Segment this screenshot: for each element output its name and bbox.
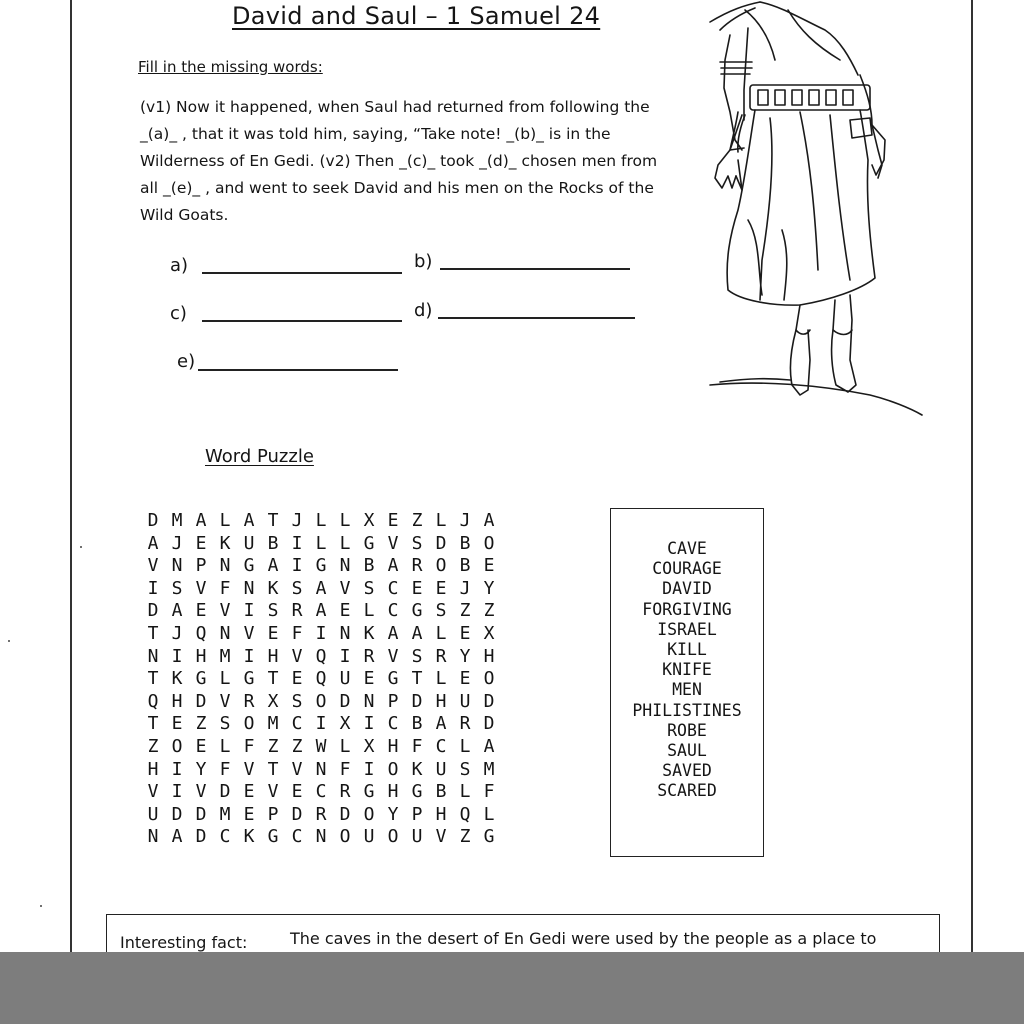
word-list-item: SCARED	[657, 781, 717, 801]
grid-letter[interactable]: H	[387, 781, 399, 803]
grid-letter[interactable]: R	[435, 645, 447, 667]
grid-letter[interactable]: E	[291, 781, 303, 803]
grid-letter[interactable]: M	[267, 713, 279, 735]
grid-letter[interactable]: A	[411, 622, 423, 644]
grid-letter[interactable]: E	[243, 803, 255, 825]
grid-letter[interactable]: E	[195, 532, 207, 554]
word-list-item: CAVE	[667, 539, 707, 558]
page-border-right	[971, 0, 973, 952]
grid-letter[interactable]: G	[243, 555, 255, 577]
scan-speck	[80, 546, 82, 548]
grid-letter[interactable]: P	[387, 690, 399, 712]
grid-letter[interactable]: N	[363, 690, 375, 712]
bottom-overlay-bar	[0, 952, 1024, 1024]
grid-letter[interactable]: R	[339, 781, 351, 803]
grid-letter[interactable]: X	[483, 622, 495, 644]
grid-letter[interactable]: L	[315, 532, 327, 554]
grid-letter[interactable]: O	[483, 668, 495, 690]
grid-letter[interactable]: C	[291, 826, 303, 848]
grid-letter[interactable]: O	[387, 758, 399, 780]
grid-letter[interactable]: M	[171, 510, 183, 531]
answer-label-d: d)	[414, 300, 433, 321]
grid-letter[interactable]: A	[483, 510, 495, 531]
grid-letter[interactable]: V	[219, 600, 231, 622]
grid-letter[interactable]: O	[435, 555, 447, 577]
grid-letter[interactable]: H	[171, 690, 183, 712]
grid-letter[interactable]: Z	[267, 735, 279, 757]
grid-letter[interactable]: L	[459, 735, 471, 757]
grid-letter[interactable]: N	[147, 645, 159, 667]
scan-speck	[40, 905, 42, 907]
grid-letter[interactable]: D	[171, 803, 183, 825]
grid-letter[interactable]: S	[171, 577, 183, 599]
grid-letter[interactable]: M	[219, 803, 231, 825]
grid-letter[interactable]: L	[219, 668, 231, 690]
fact-text: The caves in the desert of En Gedi were used by the people as a place to	[290, 929, 877, 948]
grid-letter[interactable]: A	[315, 600, 327, 622]
grid-letter[interactable]: S	[411, 532, 423, 554]
grid-letter[interactable]: R	[315, 803, 327, 825]
grid-letter[interactable]: G	[243, 668, 255, 690]
grid-letter[interactable]: I	[147, 577, 159, 599]
answer-blank-b[interactable]	[440, 268, 630, 270]
grid-letter[interactable]: T	[147, 713, 159, 735]
grid-letter[interactable]: D	[291, 803, 303, 825]
grid-letter[interactable]: L	[219, 510, 231, 531]
grid-letter[interactable]: V	[387, 645, 399, 667]
word-list-item: ISRAEL	[657, 619, 717, 639]
grid-letter[interactable]: N	[339, 622, 351, 644]
grid-letter[interactable]: B	[267, 532, 279, 554]
grid-letter[interactable]: B	[459, 532, 471, 554]
grid-letter[interactable]: P	[195, 555, 207, 577]
answer-blank-d[interactable]	[438, 317, 635, 319]
grid-letter[interactable]: N	[219, 555, 231, 577]
grid-letter[interactable]: C	[291, 713, 303, 735]
answer-blank-c[interactable]	[202, 320, 402, 322]
page-title: David and Saul – 1 Samuel 24	[232, 2, 601, 30]
answer-label-b: b)	[414, 251, 433, 272]
grid-letter[interactable]: S	[291, 690, 303, 712]
grid-letter[interactable]: C	[387, 713, 399, 735]
grid-letter[interactable]: U	[411, 826, 423, 848]
grid-letter[interactable]: G	[315, 555, 327, 577]
grid-letter[interactable]: I	[291, 532, 303, 554]
grid-letter[interactable]: D	[411, 690, 423, 712]
grid-letter[interactable]: X	[339, 713, 351, 735]
grid-letter[interactable]: H	[435, 803, 447, 825]
grid-letter[interactable]: I	[339, 645, 351, 667]
grid-letter[interactable]: I	[171, 781, 183, 803]
grid-letter[interactable]: A	[315, 577, 327, 599]
grid-letter[interactable]: E	[363, 668, 375, 690]
grid-letter[interactable]: U	[339, 668, 351, 690]
grid-letter[interactable]: D	[195, 826, 207, 848]
grid-letter[interactable]: E	[435, 577, 447, 599]
grid-letter[interactable]: B	[363, 555, 375, 577]
passage-line: Wild Goats.	[140, 206, 229, 224]
grid-letter[interactable]: X	[267, 690, 279, 712]
grid-letter[interactable]: B	[411, 713, 423, 735]
grid-letter[interactable]: V	[267, 781, 279, 803]
grid-letter[interactable]: S	[363, 577, 375, 599]
grid-letter[interactable]: D	[219, 781, 231, 803]
grid-letter[interactable]: Y	[459, 645, 471, 667]
grid-letter[interactable]: E	[411, 577, 423, 599]
grid-letter[interactable]: F	[243, 735, 255, 757]
grid-letter[interactable]: V	[195, 577, 207, 599]
grid-letter[interactable]: G	[363, 532, 375, 554]
grid-letter[interactable]: D	[147, 600, 159, 622]
grid-letter[interactable]: U	[435, 758, 447, 780]
grid-letter[interactable]: V	[147, 555, 159, 577]
grid-letter[interactable]: K	[243, 826, 255, 848]
grid-letter[interactable]: J	[291, 510, 303, 531]
word-list-box	[610, 508, 764, 857]
grid-letter[interactable]: A	[243, 510, 255, 531]
grid-letter[interactable]: K	[267, 577, 279, 599]
grid-letter[interactable]: E	[339, 600, 351, 622]
grid-letter[interactable]: T	[147, 622, 159, 644]
grid-letter[interactable]: T	[267, 668, 279, 690]
grid-letter[interactable]: S	[459, 758, 471, 780]
grid-letter[interactable]: H	[195, 645, 207, 667]
grid-letter[interactable]: H	[147, 758, 159, 780]
grid-letter[interactable]: O	[483, 532, 495, 554]
answer-blank-e[interactable]	[198, 369, 398, 371]
grid-letter[interactable]: A	[171, 600, 183, 622]
grid-letter[interactable]: R	[459, 713, 471, 735]
grid-letter[interactable]: B	[435, 781, 447, 803]
grid-letter[interactable]: J	[171, 532, 183, 554]
grid-letter[interactable]: G	[363, 781, 375, 803]
grid-letter[interactable]: L	[483, 803, 495, 825]
grid-letter[interactable]: E	[291, 668, 303, 690]
grid-letter[interactable]: Z	[483, 600, 495, 622]
grid-letter[interactable]: L	[435, 510, 447, 531]
grid-letter[interactable]: V	[195, 781, 207, 803]
grid-letter[interactable]: A	[171, 826, 183, 848]
grid-letter[interactable]: F	[411, 735, 423, 757]
passage-line: (v1) Now it happened, when Saul had returned from following the	[140, 98, 650, 116]
grid-letter[interactable]: D	[435, 532, 447, 554]
grid-letter[interactable]: V	[291, 758, 303, 780]
letter-grid	[141, 510, 501, 849]
grid-letter[interactable]: A	[387, 622, 399, 644]
grid-letter[interactable]: D	[339, 803, 351, 825]
grid-letter[interactable]: E	[195, 735, 207, 757]
grid-letter[interactable]: U	[459, 690, 471, 712]
grid-letter[interactable]: N	[315, 758, 327, 780]
grid-letter[interactable]: F	[483, 781, 495, 803]
soldier-illustration	[700, 0, 940, 430]
grid-letter[interactable]: W	[315, 735, 327, 757]
grid-letter[interactable]: G	[411, 781, 423, 803]
grid-letter[interactable]: U	[147, 803, 159, 825]
grid-letter[interactable]: F	[291, 622, 303, 644]
grid-letter[interactable]: L	[339, 510, 351, 531]
grid-letter[interactable]: T	[267, 510, 279, 531]
grid-letter[interactable]: I	[363, 758, 375, 780]
passage-line: all _(e)_ , and went to seek David and his men on the Rocks of the	[140, 179, 654, 197]
scan-speck	[8, 640, 10, 642]
answer-label-a: a)	[170, 255, 189, 276]
grid-letter[interactable]: S	[435, 600, 447, 622]
grid-letter[interactable]: S	[411, 645, 423, 667]
grid-letter[interactable]: K	[219, 532, 231, 554]
grid-letter[interactable]: P	[411, 803, 423, 825]
word-list-item: SAUL	[667, 740, 707, 760]
grid-letter[interactable]: K	[171, 668, 183, 690]
grid-letter[interactable]: R	[411, 555, 423, 577]
grid-letter[interactable]: K	[411, 758, 423, 780]
grid-letter[interactable]: T	[411, 668, 423, 690]
grid-letter[interactable]: Z	[147, 735, 159, 757]
grid-letter[interactable]: E	[483, 555, 495, 577]
grid-letter[interactable]: S	[219, 713, 231, 735]
grid-letter[interactable]: Z	[459, 826, 471, 848]
grid-letter[interactable]: I	[243, 645, 255, 667]
grid-letter[interactable]: H	[435, 690, 447, 712]
grid-letter[interactable]: L	[339, 532, 351, 554]
grid-letter[interactable]: D	[195, 803, 207, 825]
grid-letter[interactable]: A	[147, 532, 159, 554]
grid-letter[interactable]: O	[387, 826, 399, 848]
grid-letter[interactable]: Z	[411, 510, 423, 531]
grid-letter[interactable]: M	[483, 758, 495, 780]
grid-letter[interactable]: R	[243, 690, 255, 712]
grid-letter[interactable]: U	[363, 826, 375, 848]
grid-letter[interactable]: I	[363, 713, 375, 735]
grid-letter[interactable]: N	[171, 555, 183, 577]
grid-letter[interactable]: H	[387, 735, 399, 757]
grid-letter[interactable]: S	[267, 600, 279, 622]
grid-letter[interactable]: V	[219, 690, 231, 712]
grid-letter[interactable]: L	[435, 668, 447, 690]
grid-letter[interactable]: E	[267, 622, 279, 644]
grid-letter[interactable]: V	[339, 577, 351, 599]
grid-letter[interactable]: X	[363, 510, 375, 531]
grid-letter[interactable]: I	[291, 555, 303, 577]
answer-label-c: c)	[170, 303, 187, 324]
grid-letter[interactable]: G	[387, 668, 399, 690]
grid-letter[interactable]: E	[387, 510, 399, 531]
grid-letter[interactable]: A	[483, 735, 495, 757]
grid-letter[interactable]: L	[459, 781, 471, 803]
grid-letter[interactable]: Z	[459, 600, 471, 622]
passage-line: Wilderness of En Gedi. (v2) Then _(c)_ took _(d)_ chosen men from	[140, 152, 658, 170]
grid-letter[interactable]: H	[483, 645, 495, 667]
grid-letter[interactable]: V	[243, 622, 255, 644]
grid-letter[interactable]: N	[147, 826, 159, 848]
answer-blank-a[interactable]	[202, 272, 402, 274]
grid-letter[interactable]: C	[387, 577, 399, 599]
grid-letter[interactable]: G	[267, 826, 279, 848]
grid-letter[interactable]: J	[459, 577, 471, 599]
instruction-heading: Fill in the missing words:	[138, 58, 323, 76]
grid-letter[interactable]: I	[171, 645, 183, 667]
grid-letter[interactable]: A	[267, 555, 279, 577]
grid-letter[interactable]: D	[339, 690, 351, 712]
grid-letter[interactable]: P	[267, 803, 279, 825]
grid-letter[interactable]: U	[243, 532, 255, 554]
grid-letter[interactable]: R	[363, 645, 375, 667]
grid-letter[interactable]: Q	[195, 622, 207, 644]
grid-letter[interactable]: E	[459, 668, 471, 690]
word-list-item: KNIFE	[662, 660, 712, 680]
word-list-item: COURAGE	[652, 559, 722, 579]
grid-letter[interactable]: L	[219, 735, 231, 757]
grid-letter[interactable]: Y	[387, 803, 399, 825]
grid-letter[interactable]: L	[435, 622, 447, 644]
grid-letter[interactable]: I	[315, 622, 327, 644]
word-list-item: MEN	[672, 680, 702, 700]
grid-letter[interactable]: F	[339, 758, 351, 780]
word-list-item: FORGIVING	[642, 599, 732, 619]
grid-letter[interactable]: Q	[315, 668, 327, 690]
grid-letter[interactable]: N	[219, 622, 231, 644]
grid-letter[interactable]: D	[195, 690, 207, 712]
grid-letter[interactable]: V	[387, 532, 399, 554]
grid-letter[interactable]: A	[195, 510, 207, 531]
passage-line: _(a)_ , that it was told him, saying, “Take note! _(b)_ is in the	[140, 125, 611, 143]
grid-letter[interactable]: N	[315, 826, 327, 848]
grid-letter[interactable]: A	[387, 555, 399, 577]
grid-letter[interactable]: Y	[483, 577, 495, 599]
grid-letter[interactable]: I	[243, 600, 255, 622]
grid-letter[interactable]: Z	[291, 735, 303, 757]
word-list-item: KILL	[667, 639, 707, 659]
grid-letter[interactable]: N	[339, 555, 351, 577]
grid-letter[interactable]: O	[363, 803, 375, 825]
grid-letter[interactable]: C	[219, 826, 231, 848]
grid-letter[interactable]: I	[171, 758, 183, 780]
grid-letter[interactable]: V	[243, 758, 255, 780]
grid-letter[interactable]: B	[459, 555, 471, 577]
answer-label-e: e)	[177, 351, 196, 372]
grid-letter[interactable]: V	[291, 645, 303, 667]
word-puzzle-title: Word Puzzle	[205, 446, 314, 467]
grid-letter[interactable]: R	[291, 600, 303, 622]
grid-letter[interactable]: D	[483, 690, 495, 712]
grid-letter[interactable]: G	[483, 826, 495, 848]
grid-letter[interactable]: D	[147, 510, 159, 531]
grid-letter[interactable]: I	[315, 713, 327, 735]
grid-letter[interactable]: Y	[195, 758, 207, 780]
grid-letter[interactable]: D	[483, 713, 495, 735]
grid-letter[interactable]: C	[387, 600, 399, 622]
grid-letter[interactable]: T	[267, 758, 279, 780]
grid-letter[interactable]: O	[171, 735, 183, 757]
fact-label: Interesting fact:	[120, 933, 248, 952]
word-list-item: DAVID	[662, 579, 712, 599]
grid-letter[interactable]: O	[339, 826, 351, 848]
word-list-item: PHILISTINES	[632, 700, 742, 720]
grid-letter[interactable]: L	[339, 735, 351, 757]
grid-letter[interactable]: E	[243, 781, 255, 803]
grid-letter[interactable]: F	[219, 758, 231, 780]
grid-letter[interactable]: Q	[459, 803, 471, 825]
grid-letter[interactable]: J	[171, 622, 183, 644]
page-border-left	[70, 0, 72, 952]
grid-letter[interactable]: V	[147, 781, 159, 803]
grid-letter[interactable]: A	[435, 713, 447, 735]
grid-letter[interactable]: E	[195, 600, 207, 622]
word-list-item: ROBE	[667, 720, 707, 740]
grid-letter[interactable]: O	[243, 713, 255, 735]
grid-letter[interactable]: M	[219, 645, 231, 667]
grid-letter[interactable]: G	[195, 668, 207, 690]
grid-letter[interactable]: T	[147, 668, 159, 690]
grid-letter[interactable]: Q	[147, 690, 159, 712]
grid-letter[interactable]: V	[435, 826, 447, 848]
grid-letter[interactable]: L	[363, 600, 375, 622]
grid-letter[interactable]: K	[363, 622, 375, 644]
grid-letter[interactable]: G	[411, 600, 423, 622]
word-list-item: SAVED	[662, 761, 712, 781]
grid-letter[interactable]: C	[315, 781, 327, 803]
grid-letter[interactable]: X	[363, 735, 375, 757]
grid-letter[interactable]: H	[267, 645, 279, 667]
grid-letter[interactable]: E	[171, 713, 183, 735]
grid-letter[interactable]: Z	[195, 713, 207, 735]
grid-letter[interactable]: C	[435, 735, 447, 757]
grid-letter[interactable]: O	[315, 690, 327, 712]
grid-letter[interactable]: L	[315, 510, 327, 531]
grid-letter[interactable]: Q	[315, 645, 327, 667]
grid-letter[interactable]: E	[459, 622, 471, 644]
grid-letter[interactable]: J	[459, 510, 471, 531]
grid-letter[interactable]: F	[219, 577, 231, 599]
grid-letter[interactable]: N	[243, 577, 255, 599]
grid-letter[interactable]: S	[291, 577, 303, 599]
